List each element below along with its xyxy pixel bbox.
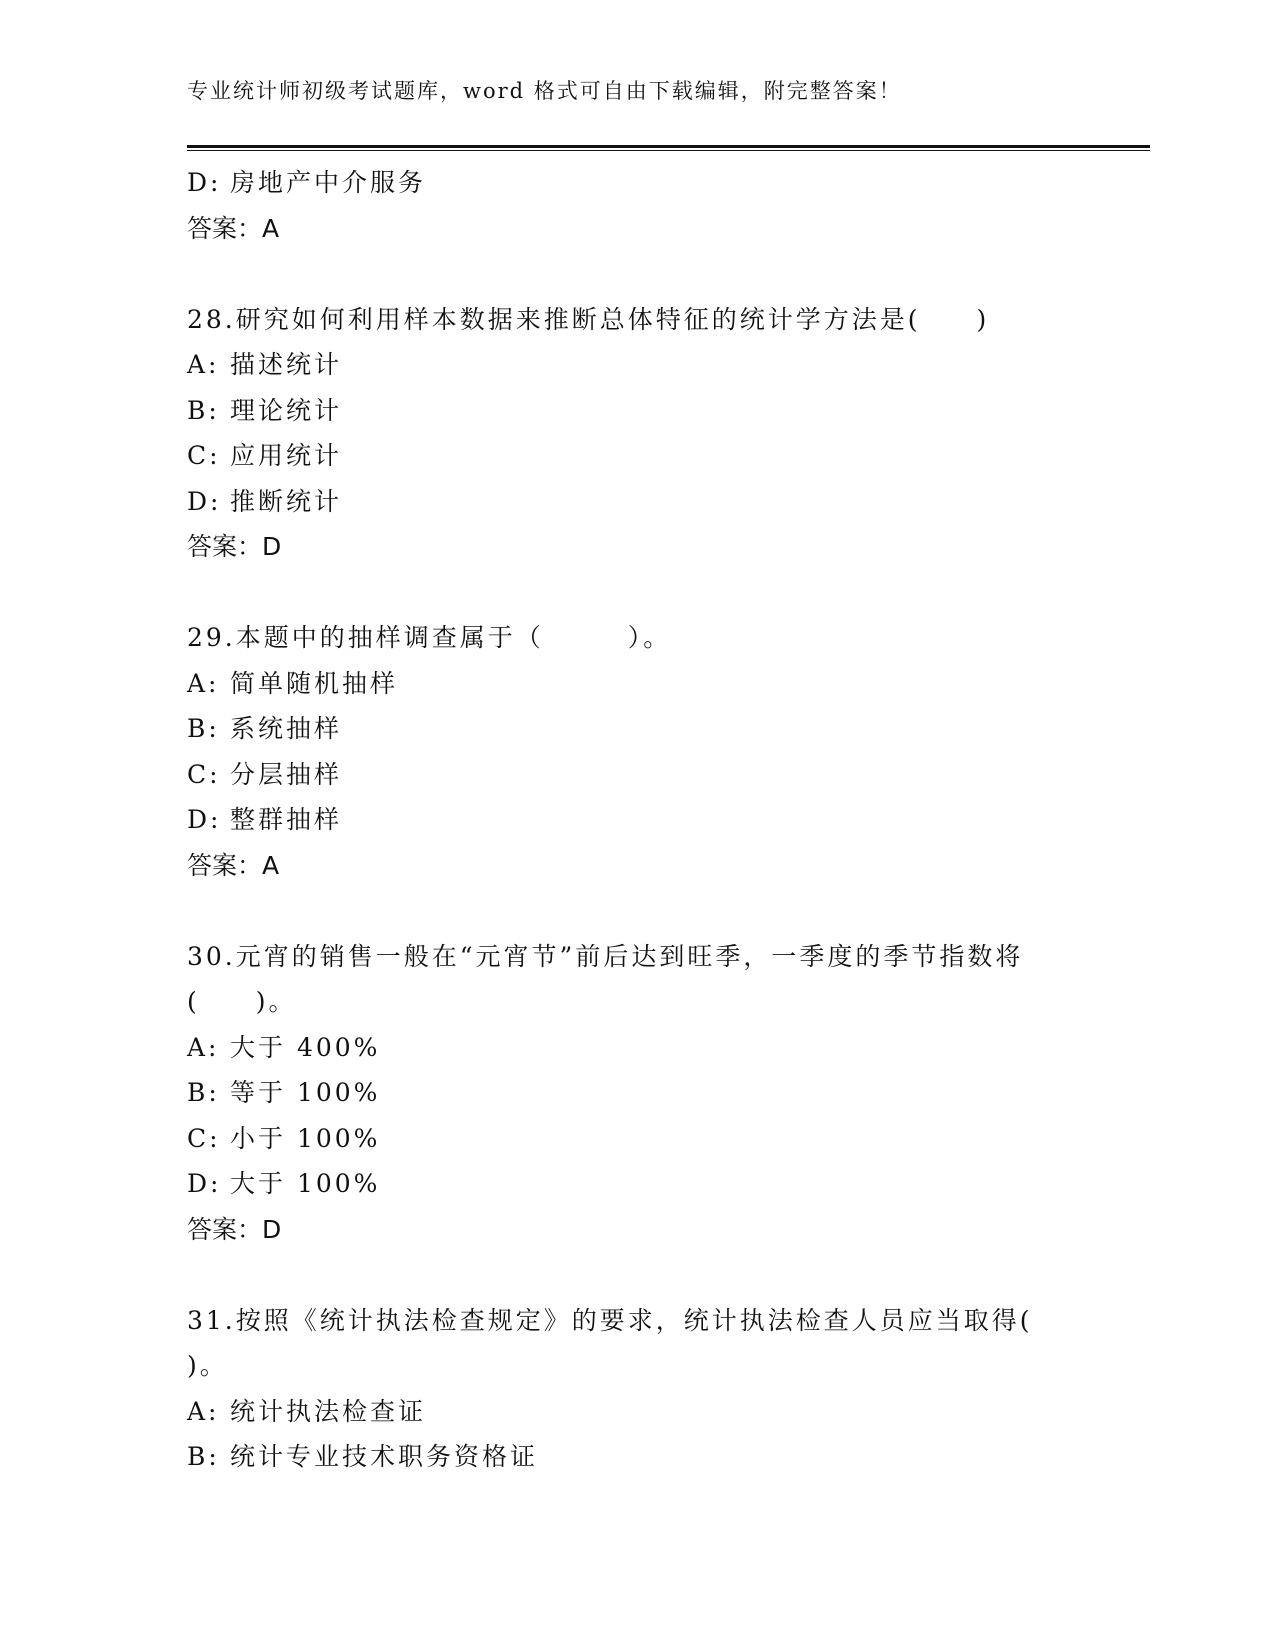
option-text: 小于 100% <box>230 1123 381 1153</box>
option-label: A: <box>187 350 220 379</box>
option-d <box>187 479 1097 525</box>
option-d <box>187 160 1097 206</box>
option-text: 分层抽样 <box>230 759 343 789</box>
question-stem: 29.本题中的抽样调查属于（ ）。 <box>187 623 672 652</box>
option-c <box>187 1116 1097 1162</box>
option-a <box>187 342 1097 388</box>
option-b <box>187 706 1097 752</box>
option-c <box>187 752 1097 798</box>
option-label: B: <box>187 1078 220 1107</box>
question-28 <box>187 297 1097 570</box>
question-stem: 31.按照《统计执法检查规定》的要求，统计执法检查人员应当取得( <box>187 1305 1033 1335</box>
option-label: A: <box>187 1396 220 1426</box>
question-29 <box>187 615 1097 888</box>
option-text: 整群抽样 <box>230 805 343 834</box>
option-text: 系统抽样 <box>230 714 343 743</box>
option-b <box>187 1070 1097 1116</box>
option-label: B: <box>187 1442 220 1471</box>
option-d <box>187 1161 1097 1207</box>
option-label: B: <box>187 395 220 425</box>
option-a <box>187 1389 1097 1435</box>
question-30 <box>187 934 1097 1253</box>
question-list <box>187 160 1097 1480</box>
option-text: 统计专业技术职务资格证 <box>230 1442 539 1471</box>
answer-line: 答案：D <box>187 532 282 561</box>
option-text: 大于 400% <box>230 1032 381 1062</box>
question-stem-continued: ( )。 <box>187 987 297 1016</box>
option-label: D: <box>187 486 222 516</box>
option-text: 等于 100% <box>230 1078 381 1107</box>
header-rule-thin <box>187 150 1150 151</box>
answer-line: 答案：A <box>187 850 280 880</box>
answer-line: 答案：A <box>187 213 280 243</box>
option-label: C: <box>187 1123 221 1153</box>
option-text: 统计执法检查证 <box>230 1396 427 1426</box>
question-stem: 28.研究如何利用样本数据来推断总体特征的统计学方法是( ) <box>187 304 990 334</box>
option-a <box>187 661 1097 707</box>
header-rule-thick <box>187 145 1150 148</box>
page-header: 专业统计师初级考试题库，word 格式可自由下载编辑，附完整答案！ <box>187 79 902 103</box>
question-stem-continued: )。 <box>187 1351 228 1380</box>
option-text: 简单随机抽样 <box>230 668 399 698</box>
option-label: D: <box>187 1169 222 1198</box>
option-label: C: <box>187 759 221 789</box>
option-label: D: <box>187 805 222 834</box>
option-text: 大于 100% <box>230 1169 381 1198</box>
option-label: A: <box>187 668 220 698</box>
answer-line: 答案：D <box>187 1214 282 1244</box>
option-c <box>187 433 1097 479</box>
option-label: D: <box>187 168 222 197</box>
option-text: 房地产中介服务 <box>230 168 427 197</box>
option-text: 描述统计 <box>230 350 343 379</box>
option-d <box>187 797 1097 843</box>
option-text: 应用统计 <box>230 441 343 470</box>
question-31 <box>187 1298 1097 1480</box>
option-label: A: <box>187 1032 220 1062</box>
option-b <box>187 1434 1097 1480</box>
option-label: B: <box>187 714 220 743</box>
option-label: C: <box>187 441 221 470</box>
option-text: 理论统计 <box>230 395 343 425</box>
option-text: 推断统计 <box>230 486 343 516</box>
option-b <box>187 388 1097 434</box>
question-stem: 30.元宵的销售一般在“元宵节”前后达到旺季，一季度的季节指数将 <box>187 941 1024 971</box>
option-a <box>187 1025 1097 1071</box>
